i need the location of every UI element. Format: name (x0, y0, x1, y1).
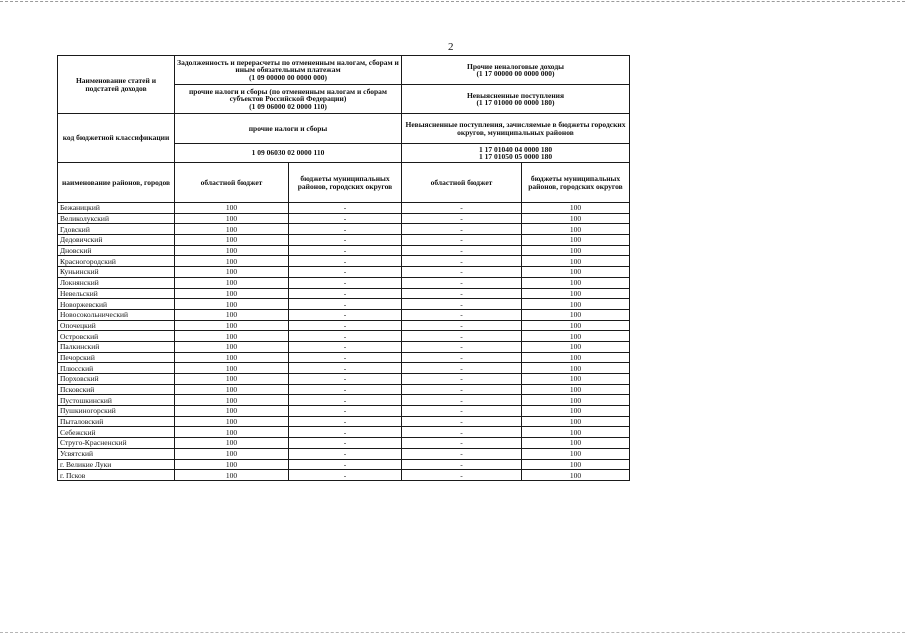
header-row-5 (58, 163, 630, 203)
regional-budget-unclarified-cell: - (402, 277, 522, 288)
regional-budget-unclarified-cell: - (402, 267, 522, 278)
table-row (58, 448, 630, 459)
regional-budget-unclarified-cell: - (402, 459, 522, 470)
regional-budget-unclarified-cell: - (402, 224, 522, 235)
table-row (58, 384, 630, 395)
budget-table-body (58, 56, 630, 481)
municipal-budget-unclarified-cell: 100 (522, 341, 630, 352)
municipal-budget-tax-cell: - (289, 203, 402, 214)
district-name-cell: Псковский (58, 384, 175, 395)
district-name-cell: Пушкиногорский (58, 406, 175, 417)
regional-budget-tax-cell: 100 (175, 438, 289, 449)
district-name-cell: Пыталовский (58, 416, 175, 427)
district-name-cell: Дедовичский (58, 235, 175, 246)
municipal-budget-tax-cell: - (289, 341, 402, 352)
regional-budget-unclarified-cell: - (402, 203, 522, 214)
municipal-budget-unclarified-cell: 100 (522, 203, 630, 214)
table-row (58, 331, 630, 342)
municipal-budget-unclarified-cell: 100 (522, 277, 630, 288)
municipal-budget-unclarified-cell: 100 (522, 235, 630, 246)
municipal-budget-unclarified-cell: 100 (522, 331, 630, 342)
regional-budget-unclarified-cell: - (402, 427, 522, 438)
header-regional-budget-1: областной бюджет (175, 163, 289, 203)
district-name-cell: Островский (58, 331, 175, 342)
header-district-label: наименование районов, городов (58, 163, 175, 203)
regional-budget-unclarified-cell: - (402, 363, 522, 374)
municipal-budget-unclarified-cell: 100 (522, 213, 630, 224)
table-row (58, 277, 630, 288)
regional-budget-tax-cell: 100 (175, 235, 289, 246)
table-row (58, 459, 630, 470)
district-name-cell: Палкинский (58, 341, 175, 352)
municipal-budget-tax-cell: - (289, 374, 402, 385)
municipal-budget-unclarified-cell: 100 (522, 459, 630, 470)
table-row (58, 203, 630, 214)
regional-budget-tax-cell: 100 (175, 277, 289, 288)
regional-budget-tax-cell: 100 (175, 363, 289, 374)
regional-budget-tax-cell: 100 (175, 299, 289, 310)
regional-budget-unclarified-cell: - (402, 245, 522, 256)
table-row (58, 352, 630, 363)
table-row (58, 374, 630, 385)
district-name-cell: Дновский (58, 245, 175, 256)
table-row (58, 416, 630, 427)
district-name-cell: г. Псков (58, 470, 175, 481)
municipal-budget-tax-cell: - (289, 288, 402, 299)
table-row (58, 341, 630, 352)
district-name-cell: Себежский (58, 427, 175, 438)
header-municipal-budgets-2: бюджеты муниципальных районов, городских округов (522, 163, 630, 203)
municipal-budget-tax-cell: - (289, 438, 402, 449)
municipal-budget-tax-cell: - (289, 427, 402, 438)
district-name-cell: г. Великие Луки (58, 459, 175, 470)
municipal-budget-tax-cell: - (289, 459, 402, 470)
regional-budget-unclarified-cell: - (402, 384, 522, 395)
regional-budget-tax-cell: 100 (175, 352, 289, 363)
district-name-cell: Опочецкий (58, 320, 175, 331)
district-name-cell: Усвятский (58, 448, 175, 459)
table-row (58, 406, 630, 417)
table-row (58, 256, 630, 267)
regional-budget-unclarified-cell: - (402, 213, 522, 224)
municipal-budget-tax-cell: - (289, 352, 402, 363)
municipal-budget-tax-cell: - (289, 213, 402, 224)
municipal-budget-tax-cell: - (289, 448, 402, 459)
district-name-cell: Бежаницкий (58, 203, 175, 214)
header-regional-budget-2: областной бюджет (402, 163, 522, 203)
municipal-budget-tax-cell: - (289, 331, 402, 342)
regional-budget-tax-cell: 100 (175, 427, 289, 438)
table-row (58, 235, 630, 246)
regional-budget-tax-cell: 100 (175, 213, 289, 224)
regional-budget-unclarified-cell: - (402, 288, 522, 299)
regional-budget-unclarified-cell: - (402, 438, 522, 449)
regional-budget-unclarified-cell: - (402, 352, 522, 363)
municipal-budget-unclarified-cell: 100 (522, 267, 630, 278)
municipal-budget-tax-cell: - (289, 363, 402, 374)
district-name-cell: Струго-Красненский (58, 438, 175, 449)
district-name-cell: Плюсский (58, 363, 175, 374)
regional-budget-tax-cell: 100 (175, 331, 289, 342)
regional-budget-tax-cell: 100 (175, 341, 289, 352)
regional-budget-tax-cell: 100 (175, 448, 289, 459)
budget-table (57, 55, 630, 481)
table-row (58, 267, 630, 278)
table-row (58, 320, 630, 331)
district-name-cell: Печорский (58, 352, 175, 363)
regional-budget-unclarified-cell: - (402, 374, 522, 385)
header-code-unclarified: 1 17 01040 04 0000 180 1 17 01050 05 0000 180 (402, 144, 630, 163)
header-other-taxes: прочие налоги и сборы (175, 114, 402, 144)
municipal-budget-tax-cell: - (289, 320, 402, 331)
regional-budget-tax-cell: 100 (175, 406, 289, 417)
municipal-budget-tax-cell: - (289, 384, 402, 395)
regional-budget-unclarified-cell: - (402, 470, 522, 481)
municipal-budget-tax-cell: - (289, 224, 402, 235)
table-row (58, 309, 630, 320)
header-row-3 (58, 114, 630, 144)
municipal-budget-unclarified-cell: 100 (522, 224, 630, 235)
municipal-budget-unclarified-cell: 100 (522, 438, 630, 449)
district-name-cell: Новосокольнический (58, 309, 175, 320)
municipal-budget-unclarified-cell: 100 (522, 256, 630, 267)
municipal-budget-unclarified-cell: 100 (522, 406, 630, 417)
municipal-budget-unclarified-cell: 100 (522, 395, 630, 406)
regional-budget-tax-cell: 100 (175, 309, 289, 320)
regional-budget-unclarified-cell: - (402, 406, 522, 417)
regional-budget-unclarified-cell: - (402, 309, 522, 320)
district-name-cell: Красногородский (58, 256, 175, 267)
table-row (58, 288, 630, 299)
municipal-budget-tax-cell: - (289, 235, 402, 246)
table-row (58, 363, 630, 374)
regional-budget-unclarified-cell: - (402, 256, 522, 267)
district-name-cell: Куньинский (58, 267, 175, 278)
regional-budget-tax-cell: 100 (175, 470, 289, 481)
regional-budget-tax-cell: 100 (175, 320, 289, 331)
municipal-budget-unclarified-cell: 100 (522, 245, 630, 256)
regional-budget-tax-cell: 100 (175, 374, 289, 385)
header-bcc-label: код бюджетной классификации (58, 114, 175, 163)
table-row (58, 299, 630, 310)
regional-budget-tax-cell: 100 (175, 416, 289, 427)
table-row (58, 427, 630, 438)
regional-budget-tax-cell: 100 (175, 203, 289, 214)
table-row (58, 395, 630, 406)
municipal-budget-unclarified-cell: 100 (522, 470, 630, 481)
municipal-budget-unclarified-cell: 100 (522, 299, 630, 310)
municipal-budget-unclarified-cell: 100 (522, 363, 630, 374)
regional-budget-tax-cell: 100 (175, 288, 289, 299)
header-other-nontax: Прочие неналоговые доходы (1 17 00000 00 0000 000) (402, 56, 630, 85)
district-name-cell: Пустошкинский (58, 395, 175, 406)
scan-edge-top (0, 1, 905, 2)
regional-budget-tax-cell: 100 (175, 245, 289, 256)
municipal-budget-tax-cell: - (289, 416, 402, 427)
municipal-budget-unclarified-cell: 100 (522, 448, 630, 459)
district-name-cell: Локнянский (58, 277, 175, 288)
regional-budget-unclarified-cell: - (402, 299, 522, 310)
municipal-budget-tax-cell: - (289, 395, 402, 406)
table-row (58, 224, 630, 235)
municipal-budget-tax-cell: - (289, 245, 402, 256)
regional-budget-unclarified-cell: - (402, 320, 522, 331)
district-name-cell: Невельский (58, 288, 175, 299)
municipal-budget-tax-cell: - (289, 299, 402, 310)
regional-budget-tax-cell: 100 (175, 224, 289, 235)
district-name-cell: Новоржевский (58, 299, 175, 310)
regional-budget-unclarified-cell: - (402, 395, 522, 406)
regional-budget-unclarified-cell: - (402, 341, 522, 352)
municipal-budget-tax-cell: - (289, 256, 402, 267)
regional-budget-unclarified-cell: - (402, 416, 522, 427)
district-name-cell: Гдовский (58, 224, 175, 235)
header-unclarified: Невыясненные поступления (1 17 01000 00 0000 180) (402, 85, 630, 114)
regional-budget-tax-cell: 100 (175, 395, 289, 406)
municipal-budget-unclarified-cell: 100 (522, 427, 630, 438)
header-unclarified-city: Невыясненные поступления, зачисляемые в бюджеты городских округов, муниципальных районов (402, 114, 630, 144)
header-articles-label: Наименование статей и подстатей доходов (58, 56, 175, 114)
regional-budget-tax-cell: 100 (175, 267, 289, 278)
header-row-1 (58, 56, 630, 85)
page-number: 2 (448, 41, 454, 53)
table-row (58, 213, 630, 224)
municipal-budget-tax-cell: - (289, 309, 402, 320)
municipal-budget-tax-cell: - (289, 406, 402, 417)
municipal-budget-unclarified-cell: 100 (522, 320, 630, 331)
header-municipal-budgets-1: бюджеты муниципальных районов, городских округов (289, 163, 402, 203)
regional-budget-unclarified-cell: - (402, 331, 522, 342)
header-other-taxes-sub: прочие налоги и сборы (по отмененным налогам и сборам субъектов Российской Федерации) (1 09 06000 02 0000 110) (175, 85, 402, 114)
regional-budget-tax-cell: 100 (175, 256, 289, 267)
municipal-budget-tax-cell: - (289, 470, 402, 481)
district-name-cell: Порховский (58, 374, 175, 385)
table-row (58, 245, 630, 256)
header-debt-group: Задолженность и перерасчеты по отмененным налогам, сборам и иным обязательным платежам (1 09 00000 00 0000 000) (175, 56, 402, 85)
table-row (58, 470, 630, 481)
district-name-cell: Великолукский (58, 213, 175, 224)
municipal-budget-unclarified-cell: 100 (522, 384, 630, 395)
table-row (58, 438, 630, 449)
municipal-budget-unclarified-cell: 100 (522, 374, 630, 385)
regional-budget-tax-cell: 100 (175, 459, 289, 470)
regional-budget-unclarified-cell: - (402, 235, 522, 246)
scan-edge-bottom (0, 632, 905, 633)
regional-budget-unclarified-cell: - (402, 448, 522, 459)
municipal-budget-tax-cell: - (289, 267, 402, 278)
municipal-budget-unclarified-cell: 100 (522, 352, 630, 363)
header-code-taxes: 1 09 06030 02 0000 110 (175, 144, 402, 163)
municipal-budget-unclarified-cell: 100 (522, 309, 630, 320)
municipal-budget-tax-cell: - (289, 277, 402, 288)
municipal-budget-unclarified-cell: 100 (522, 416, 630, 427)
municipal-budget-unclarified-cell: 100 (522, 288, 630, 299)
regional-budget-tax-cell: 100 (175, 384, 289, 395)
